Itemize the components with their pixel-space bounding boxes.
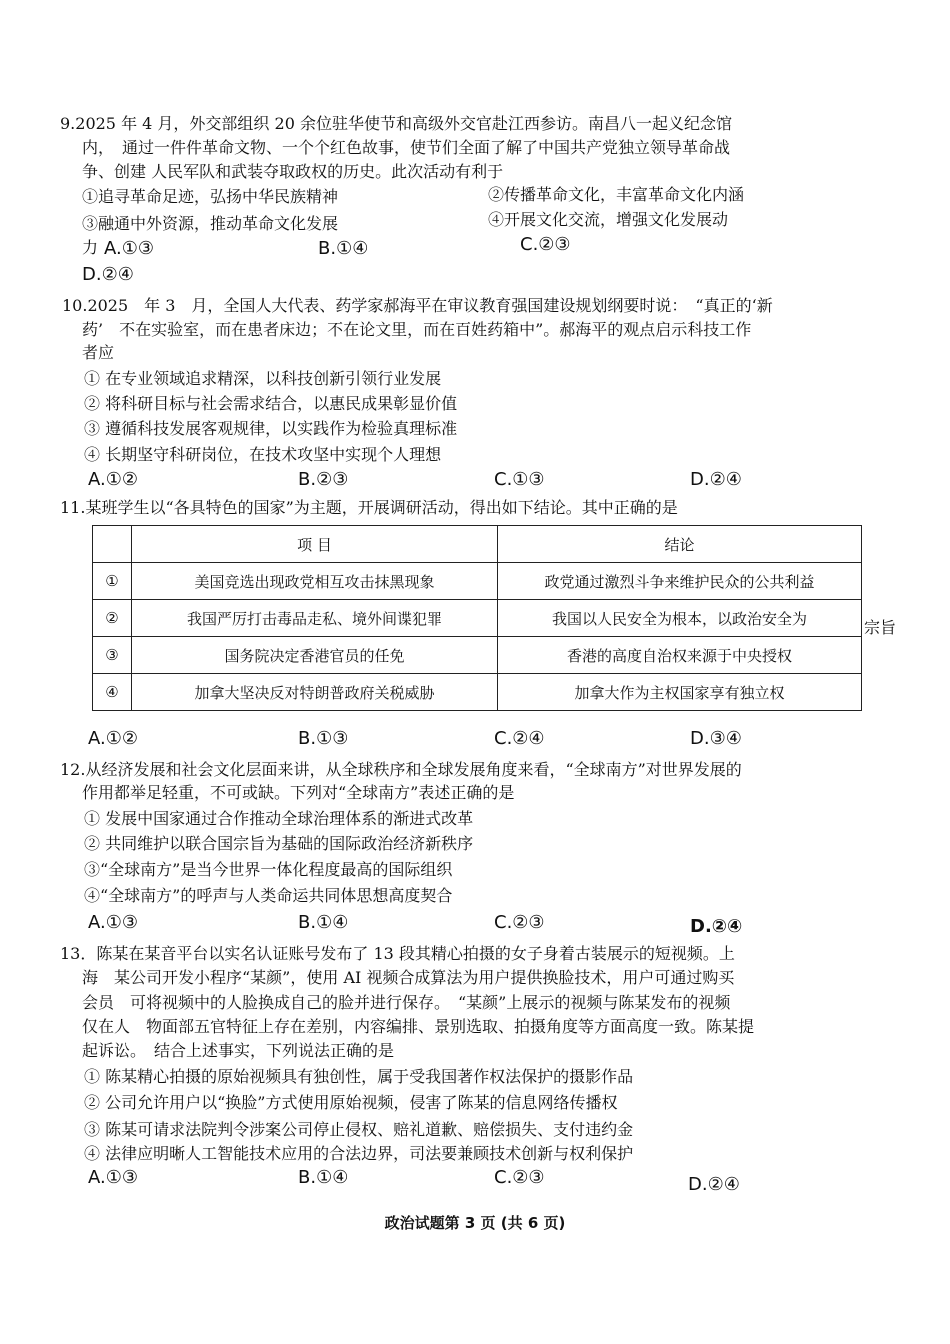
q11-stem: 11.某班学生以“各具特色的国家”为主题，开展调研活动，得出如下结论。其中正确的是	[60, 498, 678, 517]
q13-item-4: ④ 法律应明晰人工智能技术应用的合法边界，司法要兼顾技术创新与权利保护	[84, 1144, 634, 1163]
table-cell: ③	[93, 637, 132, 674]
q9-option-a[interactable]: A.①③	[104, 238, 154, 259]
q9-item-4-wrap: 力	[82, 238, 99, 257]
q12-option-d[interactable]: D.②④	[690, 916, 743, 937]
table-cell: 加拿大作为主权国家享有独立权	[498, 674, 862, 711]
q9-stem-line-1: 9.2025 年 4 月，外交部组织 20 余位驻华使节和高级外交官赴江西参访。南昌八一起义纪念馆	[60, 114, 732, 133]
q9-item-1: ①追寻革命足迹，弘扬中华民族精神	[82, 187, 339, 206]
q11-option-c[interactable]: C.②④	[494, 728, 545, 749]
q13-option-d[interactable]: D.②④	[688, 1174, 740, 1195]
table-cell: 我国以人民安全为根本，以政治安全为	[498, 600, 862, 637]
table-row	[93, 637, 862, 674]
q12-item-2: ② 共同维护以联合国宗旨为基础的国际政治经济新秩序	[84, 834, 474, 853]
table-cell: 我国严厉打击毒品走私、境外间谍犯罪	[132, 600, 498, 637]
q13-item-3: ③ 陈某可请求法院判令涉案公司停止侵权、赔礼道歉、赔偿损失、支付违约金	[84, 1120, 634, 1139]
q13-stem-line-2: 海 某公司开发小程序“某颜”，使用 AI 视频合成算法为用户提供换脸技术，用户可通过购买	[82, 968, 735, 987]
q9-item-2: ②传播革命文化，丰富革命文化内涵	[488, 185, 745, 204]
q11-table	[92, 525, 862, 711]
q10-stem-line-2: 药’ 不在实验室，而在患者床边；不在论文里，而在百姓药箱中”。郝海平的观点启示科技工作	[82, 320, 752, 339]
q10-item-4: ④ 长期坚守科研岗位，在技术攻坚中实现个人理想	[84, 445, 442, 464]
q13-stem-line-1: 13．陈某在某音平台以实名认证账号发布了 13 段其精心拍摄的女子身着古装展示的短视频。上	[60, 944, 735, 963]
table-row	[93, 674, 862, 711]
q9-item-4: ④开展文化交流，增强文化发展动	[488, 210, 729, 229]
q13-option-b[interactable]: B.①④	[298, 1167, 349, 1188]
table-cell: 政党通过激烈斗争来维护民众的公共利益	[498, 563, 862, 600]
table-cell: 香港的高度自治权来源于中央授权	[498, 637, 862, 674]
q12-stem-line-2: 作用都举足轻重，不可或缺。下列对“全球南方”表述正确的是	[82, 783, 515, 802]
q9-stem-line-2: 内， 通过一件件革命文物、一个个红色故事，使节们全面了解了中国共产党独立领导革命战	[82, 138, 731, 157]
q12-item-1: ① 发展中国家通过合作推动全球治理体系的渐进式改革	[84, 809, 474, 828]
table-row	[93, 600, 862, 637]
table-header-cell: 项 目	[132, 526, 498, 563]
q9-option-c[interactable]: C.②③	[520, 234, 571, 255]
q10-item-2: ② 将科研目标与社会需求结合，以惠民成果彰显价值	[84, 394, 458, 413]
table-cell: 美国竞选出现政党相互攻击抹黑现象	[132, 563, 498, 600]
table-cell: ①	[93, 563, 132, 600]
q13-stem-line-4: 仅在人 物面部五官特征上存在差别，内容编排、景别选取、拍摄角度等方面高度一致。陈某提	[82, 1017, 755, 1036]
q13-item-2: ② 公司允许用户以“换脸”方式使用原始视频，侵害了陈某的信息网络传播权	[84, 1093, 618, 1112]
q12-option-a[interactable]: A.①③	[88, 912, 138, 933]
q10-item-3: ③ 遵循科技发展客观规律，以实践作为检验真理标准	[84, 419, 458, 438]
q10-item-1: ① 在专业领域追求精深，以科技创新引领行业发展	[84, 369, 442, 388]
q11-table-overflow-text: 宗旨	[864, 618, 897, 637]
q10-option-b[interactable]: B.②③	[298, 469, 349, 490]
q10-option-d[interactable]: D.②④	[690, 469, 742, 490]
q12-stem-line-1: 12.从经济发展和社会文化层面来讲，从全球秩序和全球发展角度来看，“全球南方”对世界发展的	[60, 760, 742, 779]
q12-option-b[interactable]: B.①④	[298, 912, 349, 933]
q13-stem-line-5: 起诉讼。 结合上述事实，下列说法正确的是	[82, 1041, 395, 1060]
q12-option-c[interactable]: C.②③	[494, 912, 545, 933]
q11-option-b[interactable]: B.①③	[298, 728, 349, 749]
q11-option-a[interactable]: A.①②	[88, 728, 138, 749]
q9-stem-line-3: 争、创建 人民军队和武装夺取政权的历史。此次活动有利于	[82, 162, 504, 181]
q13-stem-line-3: 会员 可将视频中的人脸换成自己的脸并进行保存。 “某颜”上展示的视频与陈某发布的视频	[82, 993, 731, 1012]
q13-option-a[interactable]: A.①③	[88, 1167, 138, 1188]
table-cell: ④	[93, 674, 132, 711]
q9-option-b[interactable]: B.①④	[318, 238, 369, 259]
table-cell: ②	[93, 600, 132, 637]
q10-option-a[interactable]: A.①②	[88, 469, 138, 490]
page-footer: 政治试题第 3 页 (共 6 页)	[384, 1214, 566, 1232]
table-header-cell	[93, 526, 132, 563]
table-row	[93, 563, 862, 600]
q9-item-3: ③融通中外资源，推动革命文化发展	[82, 214, 339, 233]
q12-item-4: ④“全球南方”的呼声与人类命运共同体思想高度契合	[84, 886, 453, 905]
q10-option-c[interactable]: C.①③	[494, 469, 545, 490]
table-cell: 加拿大坚决反对特朗普政府关税威胁	[132, 674, 498, 711]
q12-item-3: ③“全球南方”是当今世界一体化程度最高的国际组织	[84, 860, 453, 879]
table-header-row	[93, 526, 862, 563]
q13-item-1: ① 陈某精心拍摄的原始视频具有独创性，属于受我国著作权法保护的摄影作品	[84, 1067, 634, 1086]
q10-stem-line-3: 者应	[82, 343, 115, 362]
table-header-cell: 结论	[498, 526, 862, 563]
q10-stem-line-1: 10.2025 年 3 月，全国人大代表、药学家郝海平在审议教育强国建设规划纲要时说： “真正的‘新	[62, 296, 773, 315]
table-cell: 国务院决定香港官员的任免	[132, 637, 498, 674]
q9-option-d[interactable]: D.②④	[82, 264, 134, 285]
q11-option-d[interactable]: D.③④	[690, 728, 742, 749]
q13-option-c[interactable]: C.②③	[494, 1167, 545, 1188]
